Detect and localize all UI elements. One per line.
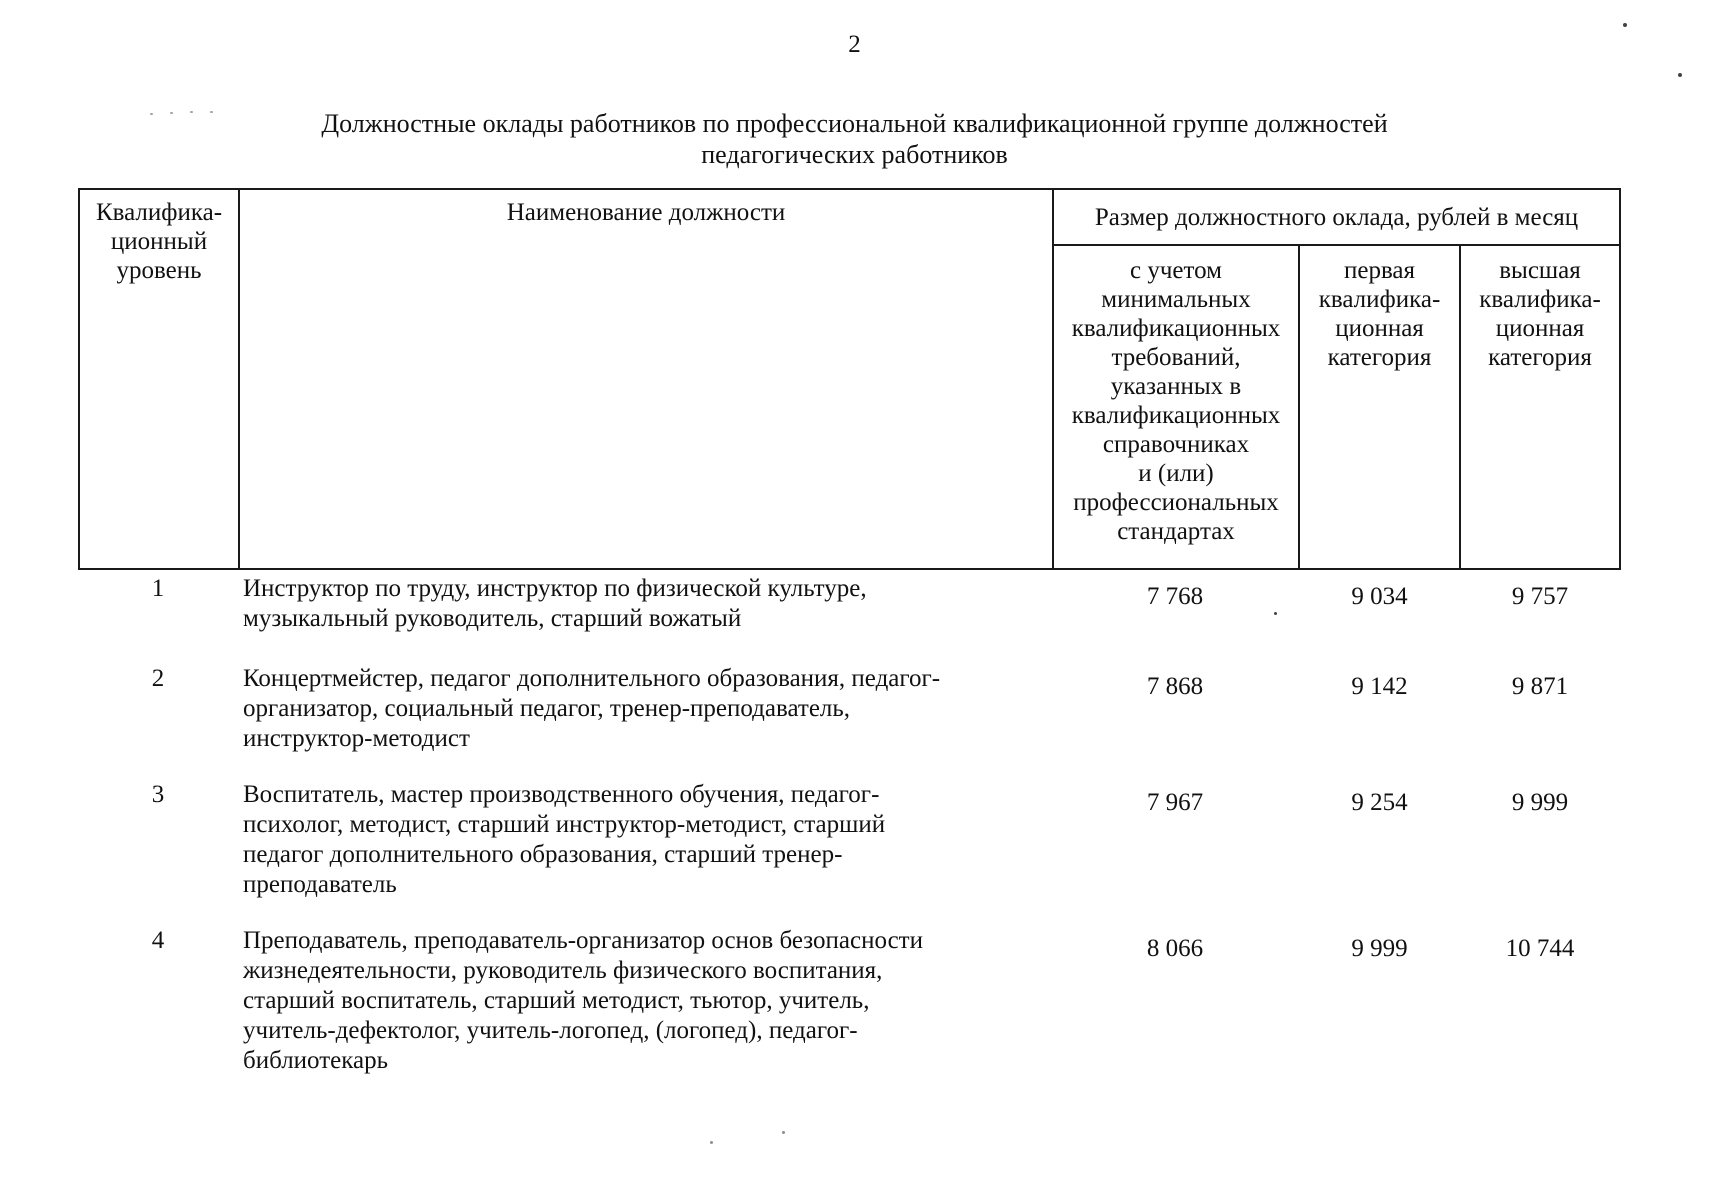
header-level-line: Квалифика- xyxy=(95,199,223,226)
header-first-line: ционная xyxy=(1335,315,1424,342)
scan-speck xyxy=(190,111,193,113)
table-row xyxy=(78,574,1619,664)
header-min-line: и (или) xyxy=(1138,460,1214,487)
scan-speck xyxy=(1678,73,1682,77)
row-salary-highest: 10 744 xyxy=(1505,935,1575,962)
header-min-line: профессиональных xyxy=(1073,489,1279,516)
header-level xyxy=(79,189,239,569)
document-title-line-2: педагогических работников xyxy=(701,140,1008,169)
header-min-line: с учетом xyxy=(1130,257,1222,284)
row-salary-first: 9 034 xyxy=(1351,583,1408,610)
header-first-line: категория xyxy=(1327,344,1432,371)
row-position-line: Инструктор по труду, инструктор по физической культуре, xyxy=(243,575,867,602)
row-salary-min: 7 768 xyxy=(1146,583,1204,610)
row-salary-first: 9 999 xyxy=(1351,935,1408,962)
table-row xyxy=(78,780,1619,926)
scan-speck xyxy=(170,112,173,114)
header-min-line: стандартах xyxy=(1117,518,1235,545)
row-salary-highest: 9 757 xyxy=(1511,583,1569,610)
row-salary-first: 9 254 xyxy=(1351,789,1408,816)
row-position-line: инструктор-методист xyxy=(243,725,470,752)
header-min-line: минимальных xyxy=(1101,286,1251,313)
header-min-line: указанных в xyxy=(1110,373,1242,400)
header-highest-line: квалифика- xyxy=(1479,286,1601,313)
header-highest-line: категория xyxy=(1488,344,1592,371)
header-first-category xyxy=(1299,245,1460,569)
page-number: 2 xyxy=(848,31,861,58)
header-position: Наименование должности xyxy=(239,189,1053,569)
scan-speck xyxy=(1274,612,1277,615)
header-level-line: уровень xyxy=(116,257,202,284)
row-position-name xyxy=(243,664,1043,754)
table-row xyxy=(78,664,1619,780)
row-position-line: Преподаватель, преподаватель-организатор основ безопасности xyxy=(243,927,923,954)
row-position-line: психолог, методист, старший инструктор-методист, старший xyxy=(243,811,886,838)
row-position-name xyxy=(243,926,1043,1076)
row-salary-highest: 9 871 xyxy=(1511,673,1569,700)
row-salary-highest: 9 999 xyxy=(1511,789,1569,816)
table-header xyxy=(78,188,1621,570)
header-highest-category xyxy=(1460,245,1620,569)
row-position-line: жизнедеятельности, руководитель физического воспитания, xyxy=(243,957,883,984)
row-salary-first: 9 142 xyxy=(1351,673,1408,700)
header-salary-group: Размер должностного оклада, рублей в месяц xyxy=(1053,189,1620,245)
row-position-line: старший воспитатель, старший методист, тьютор, учитель, xyxy=(243,987,870,1014)
row-salary-min: 7 967 xyxy=(1146,789,1204,816)
scan-speck xyxy=(210,111,213,113)
row-position-line: преподаватель xyxy=(243,871,397,898)
row-level: 2 xyxy=(151,665,165,692)
row-salary-min: 8 066 xyxy=(1146,935,1204,962)
header-min-requirements xyxy=(1053,245,1299,569)
scan-speck xyxy=(150,113,153,115)
header-first-line: первая xyxy=(1343,257,1416,284)
scan-speck xyxy=(1623,23,1627,27)
header-min-line: квалификационных xyxy=(1071,402,1281,429)
row-level: 3 xyxy=(151,781,165,808)
table-row xyxy=(78,926,1619,1096)
row-position-line: педагог дополнительного образования, старший тренер- xyxy=(243,841,843,868)
row-level: 4 xyxy=(151,927,165,954)
document-title-line-1: Должностные оклады работников по профессиональной квалификационной группе должностей xyxy=(321,109,1388,138)
row-position-name xyxy=(243,780,1043,900)
row-position-line: организатор, социальный педагог, тренер-преподаватель, xyxy=(243,695,851,722)
header-level-line: ционный xyxy=(110,228,208,255)
table-body xyxy=(78,574,1619,1096)
scan-speck xyxy=(710,1141,713,1144)
row-position-line: учитель-дефектолог, учитель-логопед, (логопед), педагог- xyxy=(243,1017,858,1044)
header-min-line: квалификационных xyxy=(1071,315,1281,342)
row-position-line: библиотекарь xyxy=(243,1047,389,1074)
scan-speck xyxy=(782,1131,785,1134)
document-title xyxy=(0,108,1709,170)
header-min-line: справочниках xyxy=(1102,431,1250,458)
row-position-line: Концертмейстер, педагог дополнительного образования, педагог- xyxy=(243,665,941,692)
row-position-line: Воспитатель, мастер производственного обучения, педагог- xyxy=(243,781,880,808)
row-position-line: музыкальный руководитель, старший вожатый xyxy=(243,605,742,632)
header-first-line: квалифика- xyxy=(1318,286,1441,313)
header-highest-line: высшая xyxy=(1499,257,1581,284)
row-level: 1 xyxy=(151,575,165,602)
header-min-line: требований, xyxy=(1111,344,1241,371)
row-salary-min: 7 868 xyxy=(1146,673,1204,700)
header-highest-line: ционная xyxy=(1495,315,1585,342)
row-position-name xyxy=(243,574,1043,634)
